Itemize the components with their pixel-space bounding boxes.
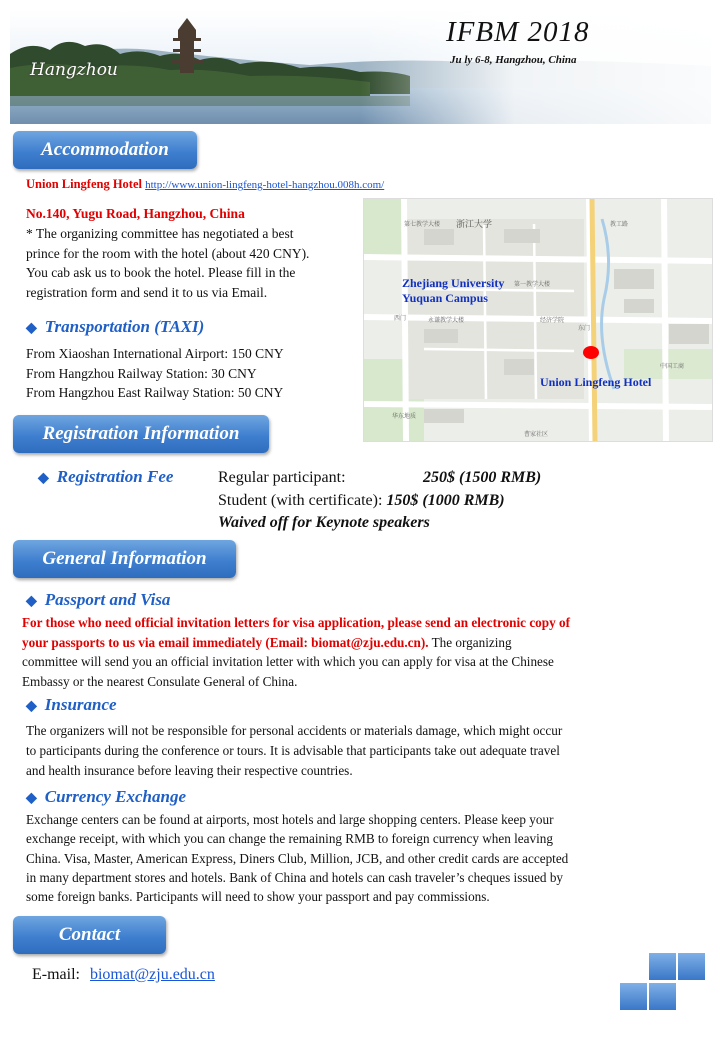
currency-line: some foreign banks. Participants will need to show your passport and pay commissions. xyxy=(26,889,490,905)
passport-red-line: For those who need official invitation letters for visa application, please send an electronic copy of xyxy=(22,615,570,630)
insurance-heading-text: Insurance xyxy=(44,695,117,714)
campus-label-line: Zhejiang University xyxy=(402,276,505,290)
fee-value: 150$ (1000 RMB) xyxy=(386,491,505,509)
note-line: registration form and send it to us via Email. xyxy=(26,284,268,300)
campus-label xyxy=(402,276,504,306)
map-label: 华东地质 xyxy=(392,413,417,420)
decorative-tile-icon xyxy=(649,983,676,1010)
currency-line: Exchange centers can be found at airports, most hotels and large shopping centers. Please keep your xyxy=(26,812,554,827)
currency-heading-text: Currency Exchange xyxy=(44,787,186,806)
map-label: 教工路 xyxy=(610,221,629,228)
passport-red-line: your passports to us via email immediately (Email: biomat@zju.edu.cn). xyxy=(22,634,429,650)
taxi-fare-line: From Hangzhou East Railway Station: 50 CNY xyxy=(26,385,284,400)
campus-map[interactable] xyxy=(363,198,713,442)
contact-email-line xyxy=(32,966,215,984)
passport-line xyxy=(22,633,694,653)
transportation-heading xyxy=(26,317,204,337)
insurance-heading xyxy=(26,695,117,715)
registration-fee-heading-text: Registration Fee xyxy=(56,467,174,486)
hotel-map-label: Union Lingfeng Hotel xyxy=(540,375,652,389)
passport-line: Embassy or the nearest Consulate General of China. xyxy=(22,673,298,689)
passport-line-tail: The organizing xyxy=(428,634,512,650)
currency-paragraph xyxy=(26,810,568,906)
map-label: 第七教学大楼 xyxy=(404,221,441,228)
decorative-tile-icon xyxy=(649,953,676,980)
hotel-booking-note xyxy=(26,224,364,302)
note-line: You cab ask us to book the hotel. Please fill in the xyxy=(26,265,296,280)
contact-section-header: Contact xyxy=(13,916,166,954)
general-section-header: General Information xyxy=(13,540,236,578)
hotel-location-marker-icon[interactable] xyxy=(583,346,599,359)
note-line: prince for the room with the hotel (about 420 CNY). xyxy=(26,245,310,261)
hotel-line xyxy=(26,177,384,192)
decorative-tile-icon xyxy=(620,983,647,1010)
map-label: 第一教学大楼 xyxy=(514,281,551,288)
registration-fee-heading xyxy=(38,467,173,487)
transportation-heading-text: Transportation (TAXI) xyxy=(44,317,205,336)
diamond-bullet-icon: ◆ xyxy=(38,471,49,486)
insurance-line: and health insurance before leaving their respective countries. xyxy=(26,763,353,778)
header-banner xyxy=(10,10,711,124)
insurance-line: The organizers will not be responsible for personal accidents or materials damage, which might occur xyxy=(26,723,563,738)
accommodation-section-header: Accommodation xyxy=(13,131,197,169)
passport-heading xyxy=(26,590,170,610)
map-label: 永谦教学大楼 xyxy=(428,317,465,324)
currency-line: China. Visa, Master, American Express, Diners Club, Million, JCB, and other credit cards are accepted xyxy=(26,850,569,866)
map-label: 西门 xyxy=(394,315,407,322)
fee-waived-note xyxy=(218,512,541,535)
insurance-line: to participants during the conference or tours. It is advisable that participants take out adequate travel xyxy=(26,743,560,758)
fee-label: Regular participant: xyxy=(218,469,346,486)
email-link[interactable]: biomat@zju.edu.cn xyxy=(89,966,215,983)
decorative-tile-icon xyxy=(678,953,705,980)
campus-label-line: Yuquan Campus xyxy=(402,291,488,305)
passport-line: committee will send you an official invitation letter with which you can apply for visa at the Chinese xyxy=(22,654,554,669)
diamond-bullet-icon: ◆ xyxy=(26,594,37,609)
fee-table xyxy=(218,467,541,535)
fee-row-student xyxy=(218,490,541,513)
map-label: 中国工商 xyxy=(660,363,685,370)
conference-title: IFBM 2018 xyxy=(446,16,590,48)
map-label: 东门 xyxy=(578,325,591,332)
fee-label: Student (with certificate): xyxy=(218,491,383,509)
diamond-bullet-icon: ◆ xyxy=(26,321,37,336)
currency-line: in many department stores and hotels. Bank of China and hotels can cash traveler’s cheques issued by xyxy=(26,869,564,885)
hotel-name: Union Lingfeng Hotel xyxy=(26,177,142,191)
diamond-bullet-icon: ◆ xyxy=(26,791,37,806)
city-label: Hangzhou xyxy=(30,60,118,80)
conference-date-location: Ju ly 6-8, Hangzhou, China xyxy=(450,54,577,66)
taxi-fare-line: From Xiaoshan International Airport: 150 CNY xyxy=(26,346,284,361)
passport-heading-text: Passport and Visa xyxy=(44,590,171,609)
map-label: 曹家社区 xyxy=(524,431,549,438)
diamond-bullet-icon: ◆ xyxy=(26,699,37,714)
map-label: 经济学院 xyxy=(540,317,565,324)
insurance-paragraph xyxy=(26,721,562,781)
fee-value: 250$ (1500 RMB) xyxy=(423,469,542,486)
hotel-url-link[interactable]: http://www.union-lingfeng-hotel-hangzhou.008h.com/ xyxy=(145,179,385,191)
transportation-list xyxy=(26,344,284,403)
map-graphic xyxy=(364,199,712,441)
fee-waived-text: Waived off for Keynote speakers xyxy=(218,514,430,531)
map-label: 浙江大学 xyxy=(456,220,493,230)
hotel-address: No.140, Yugu Road, Hangzhou, China xyxy=(26,206,245,221)
passport-paragraph xyxy=(22,613,694,691)
fee-row-regular xyxy=(218,467,541,490)
currency-heading xyxy=(26,787,186,807)
email-label: E-mail: xyxy=(32,966,80,983)
registration-section-header: Registration Information xyxy=(13,415,269,453)
currency-line: exchange receipt, with which you can change the remaining RMB to foreign currency when leaving xyxy=(26,831,553,847)
note-line: * The organizing committee has negotiated a best xyxy=(26,226,294,241)
taxi-fare-line: From Hangzhou Railway Station: 30 CNY xyxy=(26,365,257,381)
